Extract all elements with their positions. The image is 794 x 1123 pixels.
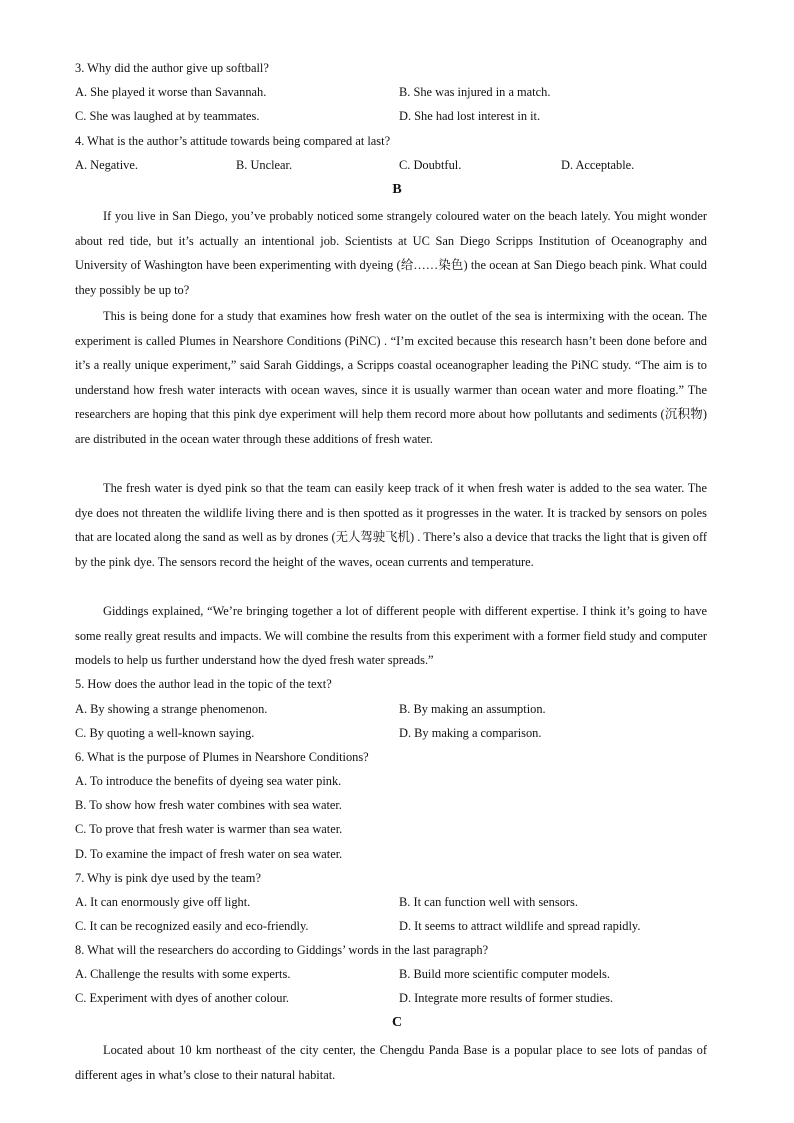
q7-option-c: C. It can be recognized easily and eco-friendly. — [75, 919, 309, 933]
passage-c-paragraph-1 — [75, 1038, 707, 1088]
q5-option-c: C. By quoting a well-known saying. — [75, 726, 255, 740]
passage-b-paragraph-1 — [75, 204, 707, 308]
passage-b-paragraph-2 — [75, 304, 707, 479]
question-8: 8. What will the researchers do according to Giddings’ words in the last paragraph? — [75, 943, 489, 957]
q6-option-a: A. To introduce the benefits of dyeing sea water pink. — [75, 774, 342, 788]
q5-option-a: A. By showing a strange phenomenon. — [75, 702, 268, 716]
passage-c-paragraph-1-text: Located about 10 km northeast of the city center, the Chengdu Panda Base is a popular place to see lots of pandas of different ages in what’s close to their natural habitat. — [75, 1043, 707, 1082]
passage-b-paragraph-4 — [75, 599, 707, 674]
q3-option-d: D. She had lost interest in it. — [399, 109, 541, 123]
q7-option-d: D. It seems to attract wildlife and spread rapidly. — [399, 919, 641, 933]
q8-option-c: C. Experiment with dyes of another colour. — [75, 991, 290, 1005]
section-b-heading: B — [392, 182, 402, 197]
passage-b-paragraph-4-text: Giddings explained, “We’re bringing together a lot of different people with different expertise. I think it’s going to have some really great results and impacts. We will combine the results from this experiment with a former field study and computer models to help us further understand how the dyed fresh water spreads.” — [75, 604, 707, 668]
q4-option-b: B. Unclear. — [236, 158, 293, 172]
q8-option-b: B. Build more scientific computer models. — [399, 967, 610, 981]
q6-option-b: B. To show how fresh water combines with sea water. — [75, 798, 342, 812]
q3-option-b: B. She was injured in a match. — [399, 85, 551, 99]
q8-option-d: D. Integrate more results of former studies. — [399, 991, 614, 1005]
passage-b-paragraph-3 — [75, 476, 707, 601]
q4-option-d: D. Acceptable. — [561, 158, 635, 172]
section-c-heading: C — [391, 1015, 403, 1030]
passage-b-paragraph-3-text: The fresh water is dyed pink so that the team can easily keep track of it when fresh water is added to the sea water. The dye does not threaten the wildlife living there and is then spotted as it progresses in the water. It is tracked by sensors on poles that are located along the sand as well as by drones (无人驾驶飞机) . There’s also a device that tracks the light that is given off by the pink dye. The sensors record the height of the waves, ocean currents and temperature. — [75, 481, 707, 569]
q4-option-a: A. Negative. — [75, 158, 138, 172]
question-4: 4. What is the author’s attitude towards being compared at last? — [75, 134, 391, 148]
passage-b-paragraph-1-text: If you live in San Diego, you’ve probably noticed some strangely coloured water on the beach lately. You might wonder about red tide, but it’s actually an intentional job. Scientists at UC San Diego Scripps Institution of Oceanography and University of Washington have been experimenting with dyeing (给……染色) the ocean at San Diego beach pink. What could they possibly be up to? — [75, 209, 707, 297]
question-5: 5. How does the author lead in the topic of the text? — [75, 677, 332, 691]
q7-option-a: A. It can enormously give off light. — [75, 895, 251, 909]
q5-option-d: D. By making a comparison. — [399, 726, 542, 740]
q8-option-a: A. Challenge the results with some experts. — [75, 967, 291, 981]
q6-option-d: D. To examine the impact of fresh water on sea water. — [75, 847, 343, 861]
question-6: 6. What is the purpose of Plumes in Nearshore Conditions? — [75, 750, 369, 764]
q4-option-c: C. Doubtful. — [399, 158, 462, 172]
q3-option-a: A. She played it worse than Savannah. — [75, 85, 267, 99]
passage-b-paragraph-2-text: This is being done for a study that examines how fresh water on the outlet of the sea is intermixing with the ocean. The experiment is called Plumes in Nearshore Conditions (PiNC) . “I’m excited because this research hasn’t been done before and it’s a really unique experiment,” said Sarah Giddings, a Scripps coastal oceanographer leading the PiNC study. “The aim is to understand how fresh water interacts with ocean waves, since it is usually warmer than ocean water and more floating.” The researchers are hoping that this pink dye experiment will help them record more about how pollutants and sediments (沉积物) are distributed in the ocean water through these additions of fresh water. — [75, 309, 707, 446]
q5-option-b: B. By making an assumption. — [399, 702, 546, 716]
question-7: 7. Why is pink dye used by the team? — [75, 871, 261, 885]
q6-option-c: C. To prove that fresh water is warmer than sea water. — [75, 822, 343, 836]
q7-option-b: B. It can function well with sensors. — [399, 895, 578, 909]
q3-option-c: C. She was laughed at by teammates. — [75, 109, 260, 123]
question-3: 3. Why did the author give up softball? — [75, 61, 269, 75]
